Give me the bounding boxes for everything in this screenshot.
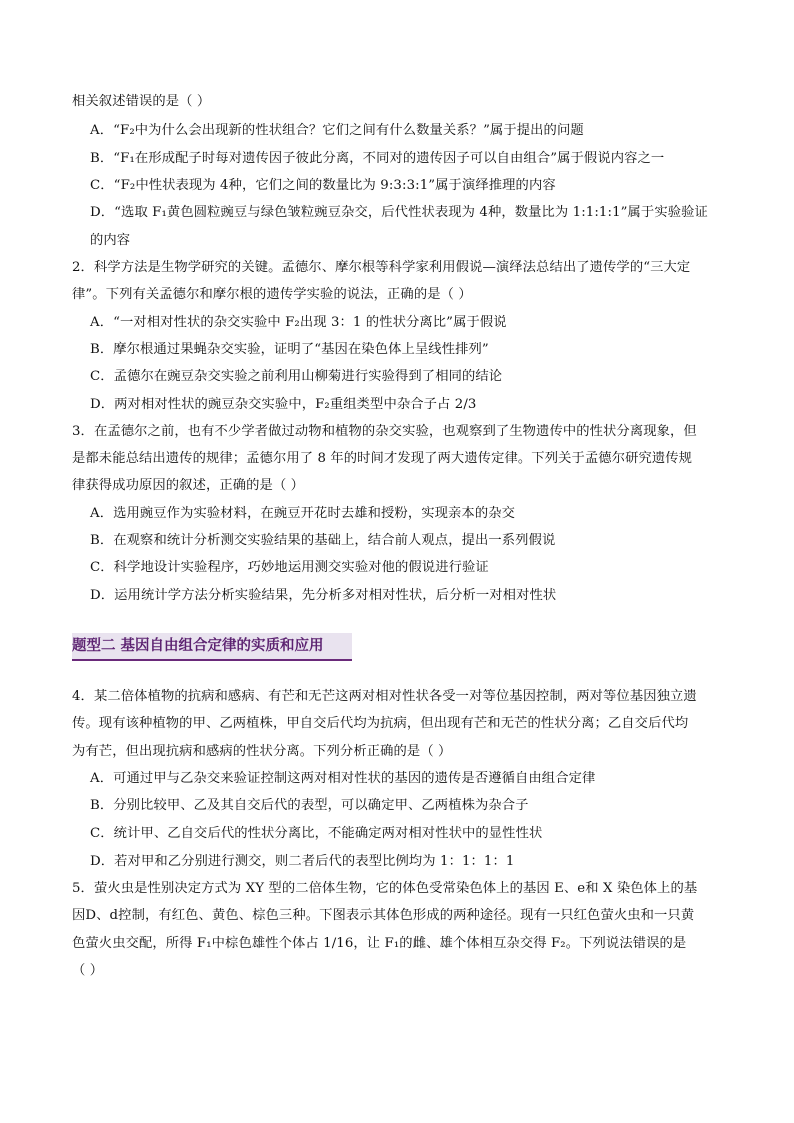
q2-option-d: D．两对相对性状的豌豆杂交实验中，F₂重组类型中杂合子占 2/3 bbox=[90, 397, 477, 412]
q1-option-b: B．“F₁在形成配子时每对遗传因子彼此分离，不同对的遗传因子可以自由组合”属于假说内容之一 bbox=[90, 151, 665, 166]
q4-stem-line-3: 为有芒，但出现抗病和感病的性状分离。下列分析正确的是（ ） bbox=[72, 744, 452, 759]
section-heading: 题型二 基因自由组合定律的实质和应用 bbox=[72, 638, 324, 654]
q4-option-d: D．若对甲和乙分别进行测交，则二者后代的表型比例均为 1：1：1：1 bbox=[90, 854, 515, 869]
q5-stem-line-2: 因D、d控制，有红色、黄色、棕色三种。下图表示其体色形成的两种途径。现有一只红色萤火虫和一只黄 bbox=[72, 908, 695, 923]
q2-option-a: A．“一对相对性状的杂交实验中 F₂出现 3：1 的性状分离比”属于假说 bbox=[90, 315, 507, 330]
q2-stem-line-2: 律”。下列有关孟德尔和摩尔根的遗传学实验的说法，正确的是（ ） bbox=[72, 287, 472, 302]
q1-stem-tail: 相关叙述错误的是（ ） bbox=[72, 94, 211, 109]
q5-stem-line-3: 色萤火虫交配，所得 F₁中棕色雄性个体占 1/16，让 F₁的雌、雄个体相互杂交得 F₂。下列说法错误的是 bbox=[72, 936, 687, 951]
q5-stem-line-4: （ ） bbox=[72, 963, 104, 978]
q4-option-c: C．统计甲、乙自交后代的性状分离比，不能确定两对相对性状中的显性性状 bbox=[90, 826, 543, 841]
q4-stem-line-2: 传。现有该种植物的甲、乙两植株，甲自交后代均为抗病，但出现有芒和无芒的性状分离；乙自交后代均 bbox=[72, 716, 689, 731]
q4-stem-line-1: 4．某二倍体植物的抗病和感病、有芒和无芒这两对相对性状各受一对等位基因控制，两对等位基因独立遗 bbox=[72, 689, 697, 704]
q3-stem-line-2: 是都未能总结出遗传的规律；孟德尔用了 8 年的时间才发现了两大遗传定律。下列关于孟德尔研究遗传规 bbox=[72, 451, 693, 466]
q3-stem-line-1: 3．在孟德尔之前，也有不少学者做过动物和植物的杂交实验，也观察到了生物遗传中的性状分离现象，但 bbox=[72, 424, 697, 439]
q1-option-c: C．“F₂中性状表现为 4种，它们之间的数量比为 9:3:3:1”属于演绎推理的内容 bbox=[90, 178, 556, 193]
q4-option-a: A．可通过甲与乙杂交来验证控制这两对相对性状的基因的遗传是否遵循自由组合定律 bbox=[90, 771, 596, 786]
q2-option-c: C．孟德尔在豌豆杂交实验之前利用山柳菊进行实验得到了相同的结论 bbox=[90, 369, 503, 384]
q2-option-b: B．摩尔根通过果蝇杂交实验，证明了“基因在染色体上呈线性排列” bbox=[90, 342, 489, 357]
q1-option-d-cont: 的内容 bbox=[90, 233, 131, 248]
q4-option-b: B．分别比较甲、乙及其自交后代的表型，可以确定甲、乙两植株为杂合子 bbox=[90, 798, 529, 813]
q3-option-d: D．运用统计学方法分析实验结果，先分析多对相对性状，后分析一对相对性状 bbox=[90, 588, 557, 603]
q3-stem-line-3: 律获得成功原因的叙述，正确的是（ ） bbox=[72, 478, 305, 493]
q3-option-a: A．选用豌豆作为实验材料，在豌豆开花时去雄和授粉，实现亲本的杂交 bbox=[90, 506, 516, 521]
q3-option-c: C．科学地设计实验程序，巧妙地运用测交实验对他的假说进行验证 bbox=[90, 560, 489, 575]
q1-option-d: D．“选取 F₁黄色圆粒豌豆与绿色皱粒豌豆杂交，后代性状表现为 4种，数量比为 1:1:1:1”属于实验验证 bbox=[90, 205, 708, 220]
q2-stem-line-1: 2．科学方法是生物学研究的关键。孟德尔、摩尔根等科学家利用假说—演绎法总结出了遗传学的“三大定 bbox=[72, 260, 691, 275]
q5-stem-line-1: 5．萤火虫是性别决定方式为 XY 型的二倍体生物，它的体色受常染色体上的基因 E、e和 X 染色体上的基 bbox=[72, 881, 698, 896]
q1-option-a: A．“F₂中为什么会出现新的性状组合？它们之间有什么数量关系？”属于提出的问题 bbox=[90, 123, 584, 138]
q3-option-b: B．在观察和统计分析测交实验结果的基础上，结合前人观点，提出一系列假说 bbox=[90, 533, 556, 548]
